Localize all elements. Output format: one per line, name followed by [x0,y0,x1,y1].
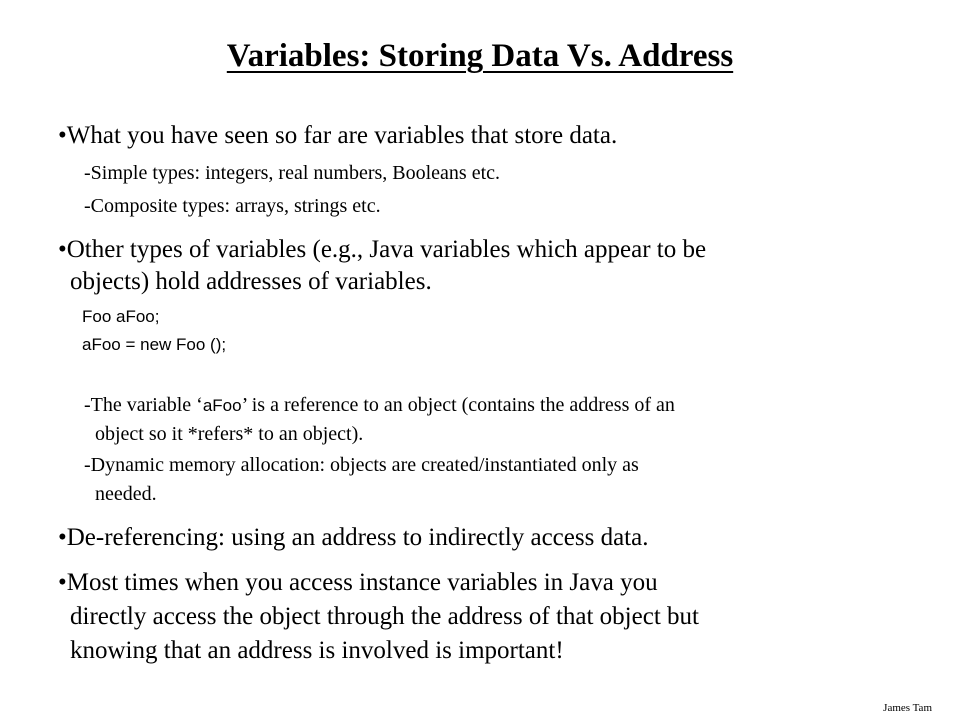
bullet-address-variables-line2: objects) hold addresses of variables. [70,268,432,295]
sub-bullet-composite-types: -Composite types: arrays, strings etc. [84,195,381,217]
code-line-declaration: Foo aFoo; [82,307,160,326]
bullet-stored-data: •What you have seen so far are variables that store data. [58,122,618,149]
bullet-dereferencing: •De-referencing: using an address to indirectly access data. [58,524,649,551]
bullet-address-variables-line1: •Other types of variables (e.g., Java variables which appear to be [58,236,707,263]
sub-bullet-reference-line1 [84,394,675,417]
bullet-instance-variables-line1: •Most times when you access instance variables in Java you [58,569,658,596]
sub-bullet-reference-line2: object so it *refers* to an object). [95,423,364,445]
bullet-instance-variables-line3: knowing that an address is involved is important! [70,637,564,664]
code-line-instantiation: aFoo = new Foo (); [82,335,227,354]
sub-bullet-dynamic-memory-line2: needed. [95,483,157,505]
bullet-instance-variables-line2: directly access the object through the address of that object but [70,603,699,630]
sub-bullet-reference-code: aFoo [202,396,242,415]
sub-bullet-reference-post: ’ is a reference to an object (contains the address of an [241,394,675,416]
footer-author: James Tam [883,702,932,714]
sub-bullet-simple-types: -Simple types: integers, real numbers, Booleans etc. [84,162,501,184]
slide-title: Variables: Storing Data Vs. Address [226,38,734,74]
sub-bullet-dynamic-memory-line1: -Dynamic memory allocation: objects are created/instantiated only as [84,454,639,476]
sub-bullet-reference-pre: -The variable ‘ [84,394,203,416]
